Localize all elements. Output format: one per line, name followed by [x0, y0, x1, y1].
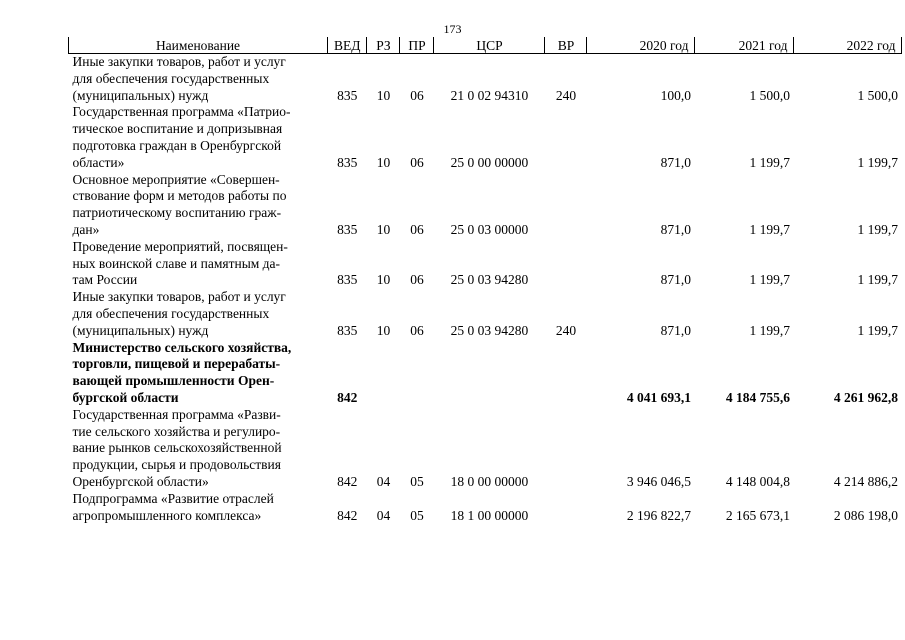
rz-cell: 10	[376, 154, 391, 170]
csr-cell: 21 0 02 94310	[450, 87, 529, 103]
row-name-line: Государственная программа «Патрио-	[72, 104, 291, 120]
csr-cell: 25 0 00 00000	[450, 154, 529, 170]
amount-2020-cell: 2 196 822,7	[626, 507, 691, 523]
header-csr: ЦСР	[434, 37, 545, 54]
table-header-row	[69, 37, 902, 54]
table-row	[69, 104, 902, 171]
row-name-line: Иные закупки товаров, работ и услуг	[72, 54, 286, 69]
header-2022: 2022 год	[794, 37, 902, 54]
row-name-line: патриотическому воспитанию граж-	[72, 205, 282, 221]
rz-cell	[367, 340, 400, 407]
row-name-line: агропромышленного комплекса»	[72, 507, 262, 523]
amount-2022-cell: 2 086 198,0	[833, 507, 898, 523]
amount-2022-cell: 1 199,7	[857, 322, 898, 338]
row-name-cell	[69, 491, 328, 525]
row-name-line: Оренбургской области»	[72, 473, 209, 489]
ved-cell: 835	[337, 272, 358, 288]
vr-cell	[545, 104, 587, 171]
pr-cell: 06	[410, 272, 424, 288]
amount-2021-cell: 2 165 673,1	[725, 507, 790, 523]
rz-cell: 10	[376, 322, 391, 338]
amount-2021-cell: 1 199,7	[749, 322, 790, 338]
table-body	[69, 54, 902, 525]
page-number: 173	[443, 22, 462, 36]
row-name-cell	[69, 340, 328, 407]
header-ved: ВЕД	[328, 37, 367, 54]
row-name-line: бургской области	[72, 389, 179, 405]
ved-cell: 842	[337, 473, 358, 489]
row-name-line: Основное мероприятие «Совершен-	[72, 171, 280, 187]
amount-2020-cell: 871,0	[660, 221, 691, 237]
row-name-line: торговли, пищевой и перерабаты-	[72, 356, 281, 372]
row-name-cell	[69, 54, 328, 105]
row-name-line: ствование форм и методов работы по	[72, 188, 287, 204]
header-vr: ВР	[545, 37, 587, 54]
pr-cell: 06	[410, 221, 424, 237]
table-row	[69, 491, 902, 525]
table-row	[69, 289, 902, 339]
amount-2022-cell: 1 199,7	[857, 272, 898, 288]
amount-2021-cell: 1 500,0	[749, 87, 790, 103]
row-name-cell	[69, 104, 328, 171]
rz-cell: 10	[376, 221, 391, 237]
amount-2020-cell: 4 041 693,1	[626, 389, 691, 405]
vr-cell: 240	[555, 87, 577, 103]
rz-cell: 10	[376, 272, 391, 288]
table-row	[69, 239, 902, 289]
pr-cell	[400, 340, 434, 407]
row-name-line: (муниципальных) нужд	[72, 87, 209, 103]
row-name-cell	[69, 239, 328, 289]
row-name-line: дан»	[72, 221, 100, 237]
ved-cell: 842	[337, 389, 358, 405]
vr-cell	[545, 340, 587, 407]
row-name-line: Иные закупки товаров, работ и услуг	[72, 289, 286, 305]
ved-cell: 835	[337, 154, 358, 170]
amount-2022-cell: 4 214 886,2	[833, 473, 898, 489]
ved-cell: 835	[337, 322, 358, 338]
rz-cell: 04	[376, 473, 391, 489]
row-name-line: вание рынков сельскохозяйственной	[72, 440, 282, 456]
ved-cell: 835	[337, 221, 358, 237]
amount-2022-cell: 1 199,7	[857, 221, 898, 237]
ved-cell: 842	[337, 507, 358, 523]
row-name-line: Министерство сельского хозяйства,	[72, 339, 292, 355]
row-name-line: вающей промышленности Орен-	[72, 373, 275, 389]
row-name-line: Государственная программа «Разви-	[72, 406, 281, 422]
pr-cell: 05	[410, 473, 424, 489]
header-2020: 2020 год	[587, 37, 695, 54]
row-name-cell	[69, 172, 328, 239]
row-name-line: ных воинской славе и памятным да-	[72, 255, 281, 271]
amount-2022-cell: 4 261 962,8	[833, 389, 898, 405]
row-name-line: подготовка граждан в Оренбургской	[72, 137, 282, 153]
amount-2020-cell: 871,0	[660, 322, 691, 338]
row-name-line: продукции, сырья и продовольствия	[72, 457, 281, 473]
amount-2021-cell: 4 148 004,8	[725, 473, 790, 489]
row-name-line: Подпрограмма «Развитие отраслей	[72, 490, 274, 506]
amount-2021-cell: 1 199,7	[749, 272, 790, 288]
table-row	[69, 54, 902, 105]
row-name-line: Проведение мероприятий, посвящен-	[72, 238, 288, 254]
csr-cell: 25 0 03 00000	[450, 221, 529, 237]
amount-2021-cell: 4 184 755,6	[725, 389, 790, 405]
table-row	[69, 407, 902, 491]
amount-2020-cell: 3 946 046,5	[626, 473, 691, 489]
csr-cell: 25 0 03 94280	[450, 272, 529, 288]
header-2021: 2021 год	[695, 37, 794, 54]
amount-2022-cell: 1 199,7	[857, 154, 898, 170]
amount-2022-cell: 1 500,0	[857, 87, 898, 103]
pr-cell: 06	[410, 154, 424, 170]
row-name-cell	[69, 289, 328, 339]
header-rz: РЗ	[367, 37, 400, 54]
rz-cell: 10	[376, 87, 391, 103]
header-name: Наименование	[69, 37, 328, 54]
row-name-line: области»	[72, 154, 125, 170]
row-name-line: тие сельского хозяйства и регулиро-	[72, 423, 281, 439]
budget-table	[68, 37, 902, 524]
pr-cell: 06	[410, 322, 424, 338]
ved-cell: 835	[337, 87, 358, 103]
csr-cell: 18 1 00 00000	[450, 507, 529, 523]
header-pr: ПР	[400, 37, 434, 54]
row-name-line: там России	[72, 272, 138, 288]
row-name-line: для обеспечения государственных	[72, 70, 270, 86]
row-name-line: тическое воспитание и допризывная	[72, 121, 283, 137]
pr-cell: 06	[410, 87, 424, 103]
vr-cell	[545, 172, 587, 239]
pr-cell: 05	[410, 507, 424, 523]
vr-cell	[545, 239, 587, 289]
csr-cell	[434, 340, 545, 407]
amount-2020-cell: 871,0	[660, 154, 691, 170]
vr-cell: 240	[555, 322, 577, 338]
amount-2021-cell: 1 199,7	[749, 154, 790, 170]
row-name-cell	[69, 407, 328, 491]
vr-cell	[545, 491, 587, 525]
rz-cell: 04	[376, 507, 391, 523]
amount-2020-cell: 871,0	[660, 272, 691, 288]
row-name-line: для обеспечения государственных	[72, 305, 270, 321]
vr-cell	[545, 407, 587, 491]
amount-2020-cell: 100,0	[660, 87, 691, 103]
table-row	[69, 172, 902, 239]
amount-2021-cell: 1 199,7	[749, 221, 790, 237]
csr-cell: 25 0 03 94280	[450, 322, 529, 338]
table-row	[69, 340, 902, 407]
row-name-line: (муниципальных) нужд	[72, 322, 209, 338]
csr-cell: 18 0 00 00000	[450, 473, 529, 489]
